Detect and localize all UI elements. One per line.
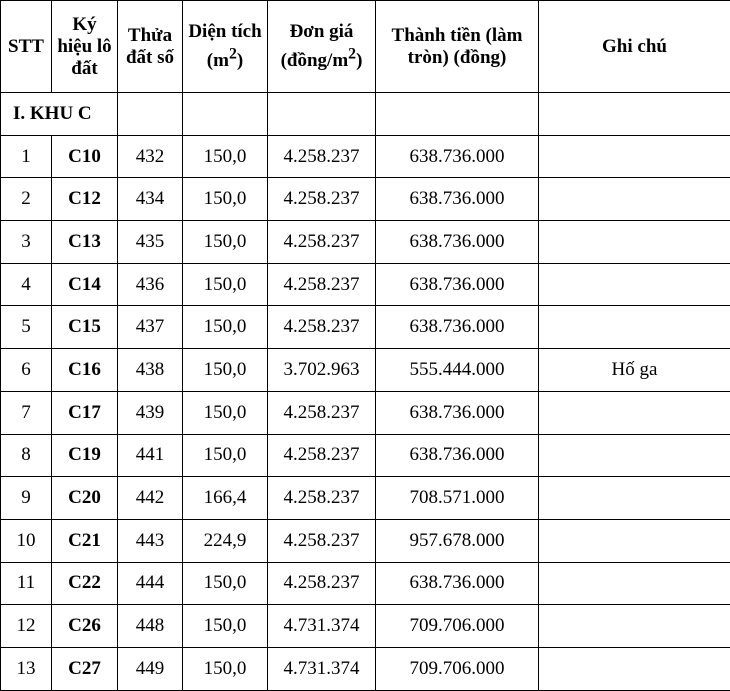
table-row (1, 391, 730, 434)
cell-area: 150,0 (183, 647, 268, 690)
cell-stt: 4 (1, 263, 52, 306)
cell-unit-price: 4.258.237 (268, 135, 376, 178)
header-unit-price-label: Đơn giá (290, 21, 354, 42)
cell-total: 638.736.000 (376, 178, 539, 221)
cell-lot-code: C17 (52, 391, 118, 434)
cell-lot-code: C21 (52, 519, 118, 562)
cell-lot-code: C10 (52, 135, 118, 178)
cell-stt: 1 (1, 135, 52, 178)
cell-total: 957.678.000 (376, 519, 539, 562)
cell-lot-code: C14 (52, 263, 118, 306)
cell-parcel-number: 448 (118, 605, 183, 648)
header-total: Thành tiền (làm tròn) (đồng) (376, 1, 539, 93)
header-unit-price (268, 1, 376, 93)
table-row (1, 605, 730, 648)
header-area-label: Diện tích (188, 21, 261, 42)
cell-note (539, 562, 730, 605)
table-row (1, 135, 730, 178)
cell-area: 150,0 (183, 605, 268, 648)
cell-note (539, 477, 730, 520)
header-note: Ghi chú (539, 1, 730, 93)
cell-stt: 2 (1, 178, 52, 221)
cell-note (539, 178, 730, 221)
section-row (1, 93, 730, 136)
cell-parcel-number: 449 (118, 647, 183, 690)
cell-area: 150,0 (183, 221, 268, 264)
header-lot-code: Ký hiệu lô đất (52, 1, 118, 93)
cell-unit-price: 4.258.237 (268, 263, 376, 306)
cell-stt: 12 (1, 605, 52, 648)
cell-total: 638.736.000 (376, 391, 539, 434)
cell-unit-price: 4.258.237 (268, 519, 376, 562)
cell-area: 150,0 (183, 263, 268, 306)
header-unit-price-unit: $(đồng/m^2)$ (281, 50, 363, 71)
cell-area: 150,0 (183, 434, 268, 477)
cell-unit-price: 4.731.374 (268, 647, 376, 690)
cell-note (539, 647, 730, 690)
cell-note (539, 519, 730, 562)
cell-stt: 11 (1, 562, 52, 605)
cell-note (539, 221, 730, 264)
cell-parcel-number: 441 (118, 434, 183, 477)
cell-total: 638.736.000 (376, 135, 539, 178)
cell-stt: 6 (1, 349, 52, 392)
cell-stt: 8 (1, 434, 52, 477)
header-area-unit: $(m^2)$ (207, 50, 243, 71)
cell-lot-code: C12 (52, 178, 118, 221)
table-row (1, 263, 730, 306)
cell-lot-code: C13 (52, 221, 118, 264)
table-row (1, 562, 730, 605)
table-row (1, 477, 730, 520)
table-row (1, 647, 730, 690)
cell-total: 638.736.000 (376, 306, 539, 349)
cell-stt: 3 (1, 221, 52, 264)
cell-note (539, 263, 730, 306)
cell-parcel-number: 438 (118, 349, 183, 392)
cell-parcel-number: 432 (118, 135, 183, 178)
cell-parcel-number: 442 (118, 477, 183, 520)
cell-lot-code: C20 (52, 477, 118, 520)
cell-unit-price: 4.258.237 (268, 221, 376, 264)
cell-lot-code: C26 (52, 605, 118, 648)
cell-area: 150,0 (183, 562, 268, 605)
cell-parcel-number: 439 (118, 391, 183, 434)
cell-stt: 10 (1, 519, 52, 562)
cell-area: 166,4 (183, 477, 268, 520)
cell-unit-price: 4.258.237 (268, 178, 376, 221)
table-row (1, 221, 730, 264)
header-parcel-number: Thửa đất số (118, 1, 183, 93)
cell-total: 638.736.000 (376, 434, 539, 477)
header-area (183, 1, 268, 93)
cell-area: 150,0 (183, 391, 268, 434)
table-row (1, 178, 730, 221)
cell-total: 555.444.000 (376, 349, 539, 392)
cell-stt: 9 (1, 477, 52, 520)
cell-total: 708.571.000 (376, 477, 539, 520)
cell-total: 709.706.000 (376, 605, 539, 648)
table-row (1, 349, 730, 392)
table-row (1, 519, 730, 562)
cell-parcel-number: 444 (118, 562, 183, 605)
cell-unit-price: 4.731.374 (268, 605, 376, 648)
cell-unit-price: 3.702.963 (268, 349, 376, 392)
cell-parcel-number: 435 (118, 221, 183, 264)
cell-unit-price: 4.258.237 (268, 391, 376, 434)
cell-total: 709.706.000 (376, 647, 539, 690)
cell-area: 150,0 (183, 306, 268, 349)
cell-unit-price: 4.258.237 (268, 306, 376, 349)
cell-note (539, 391, 730, 434)
cell-note: Hố ga (539, 349, 730, 392)
cell-lot-code: C15 (52, 306, 118, 349)
cell-lot-code: C19 (52, 434, 118, 477)
cell-unit-price: 4.258.237 (268, 477, 376, 520)
section-title: I. KHU C (1, 93, 118, 136)
table-row (1, 434, 730, 477)
cell-unit-price: 4.258.237 (268, 562, 376, 605)
cell-total: 638.736.000 (376, 263, 539, 306)
cell-area: 150,0 (183, 349, 268, 392)
cell-lot-code: C22 (52, 562, 118, 605)
cell-stt: 13 (1, 647, 52, 690)
header-stt: STT (1, 1, 52, 93)
cell-lot-code: C16 (52, 349, 118, 392)
cell-stt: 7 (1, 391, 52, 434)
cell-note (539, 434, 730, 477)
cell-note (539, 306, 730, 349)
cell-area: 150,0 (183, 178, 268, 221)
cell-parcel-number: 434 (118, 178, 183, 221)
cell-parcel-number: 443 (118, 519, 183, 562)
cell-note (539, 135, 730, 178)
cell-parcel-number: 437 (118, 306, 183, 349)
cell-unit-price: 4.258.237 (268, 434, 376, 477)
cell-area: 150,0 (183, 135, 268, 178)
header-row (1, 1, 730, 93)
cell-area: 224,9 (183, 519, 268, 562)
cell-lot-code: C27 (52, 647, 118, 690)
cell-total: 638.736.000 (376, 221, 539, 264)
table-row (1, 306, 730, 349)
cell-note (539, 605, 730, 648)
cell-total: 638.736.000 (376, 562, 539, 605)
cell-stt: 5 (1, 306, 52, 349)
cell-parcel-number: 436 (118, 263, 183, 306)
